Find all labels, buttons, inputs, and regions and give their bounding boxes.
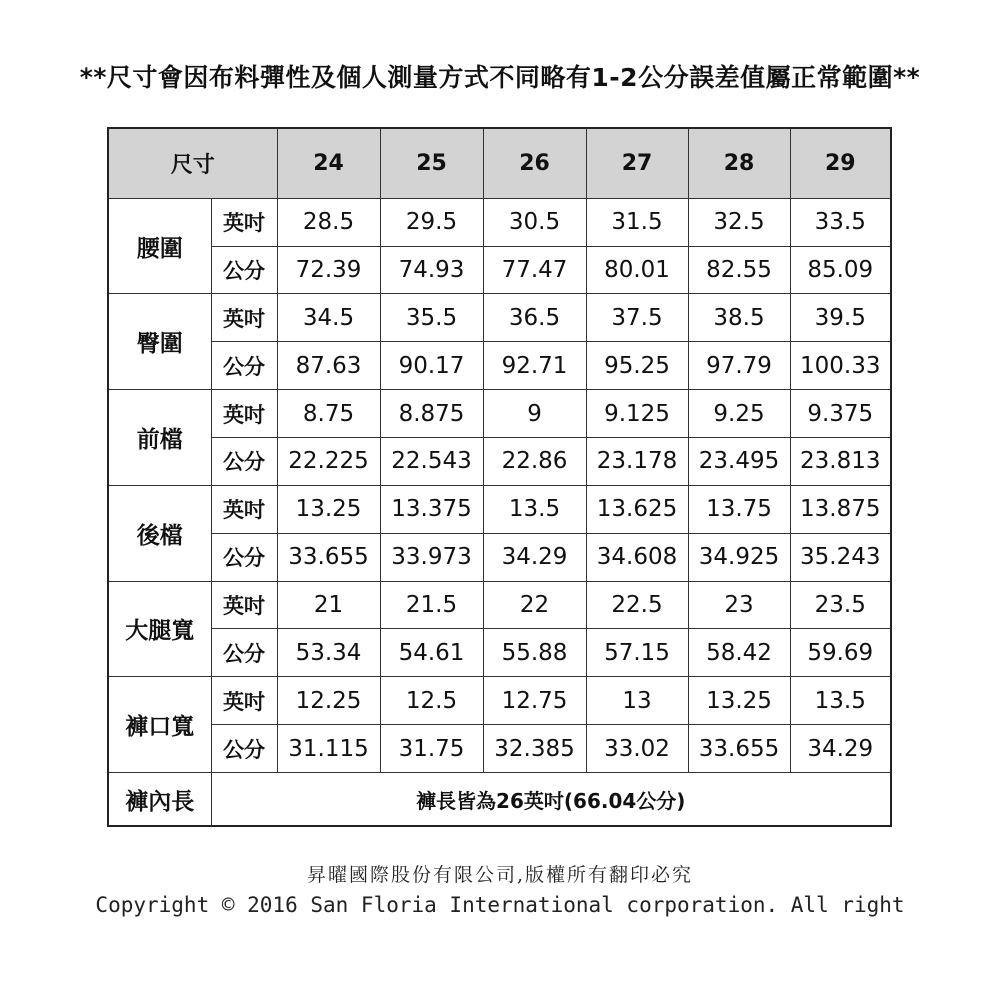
size-header-row bbox=[108, 128, 891, 198]
cm-value-cell: 80.01 bbox=[586, 246, 688, 294]
unit-inch-label: 英吋 bbox=[211, 581, 277, 629]
inch-value-cell: 37.5 bbox=[586, 294, 688, 342]
size-col-header: 28 bbox=[688, 128, 790, 198]
measure-row-inch bbox=[108, 390, 891, 438]
cm-value-cell: 92.71 bbox=[483, 342, 586, 390]
size-notice: **尺寸會因布料彈性及個人測量方式不同略有1-2公分誤差值屬正常範圍** bbox=[79, 63, 921, 92]
measure-row-cm bbox=[108, 246, 891, 294]
inch-value-cell: 8.75 bbox=[277, 390, 380, 438]
unit-cm-label: 公分 bbox=[211, 438, 277, 486]
copyright-line: Copyright © 2016 San Floria International corporation. All right bbox=[95, 893, 905, 917]
measure-row-inch bbox=[108, 581, 891, 629]
cm-value-cell: 57.15 bbox=[586, 629, 688, 677]
unit-cm-label: 公分 bbox=[211, 342, 277, 390]
measure-row-inch bbox=[108, 485, 891, 533]
cm-value-cell: 54.61 bbox=[380, 629, 483, 677]
measure-row-inch bbox=[108, 198, 891, 246]
cm-value-cell: 55.88 bbox=[483, 629, 586, 677]
inch-value-cell: 13.75 bbox=[688, 485, 790, 533]
measure-row-cm bbox=[108, 629, 891, 677]
inch-value-cell: 13.625 bbox=[586, 485, 688, 533]
cm-value-cell: 58.42 bbox=[688, 629, 790, 677]
cm-value-cell: 22.543 bbox=[380, 438, 483, 486]
size-col-header: 29 bbox=[790, 128, 891, 198]
cm-value-cell: 35.243 bbox=[790, 533, 891, 581]
cm-value-cell: 53.34 bbox=[277, 629, 380, 677]
cm-value-cell: 33.02 bbox=[586, 725, 688, 773]
cm-value-cell: 87.63 bbox=[277, 342, 380, 390]
size-col-header: 24 bbox=[277, 128, 380, 198]
inch-value-cell: 8.875 bbox=[380, 390, 483, 438]
inch-value-cell: 13.5 bbox=[790, 677, 891, 725]
inch-value-cell: 12.75 bbox=[483, 677, 586, 725]
cm-value-cell: 90.17 bbox=[380, 342, 483, 390]
inch-value-cell: 29.5 bbox=[380, 198, 483, 246]
measurement-label: 前檔 bbox=[108, 390, 211, 486]
cm-value-cell: 77.47 bbox=[483, 246, 586, 294]
unit-cm-label: 公分 bbox=[211, 246, 277, 294]
inch-value-cell: 32.5 bbox=[688, 198, 790, 246]
unit-inch-label: 英吋 bbox=[211, 294, 277, 342]
measure-row-cm bbox=[108, 342, 891, 390]
cm-value-cell: 82.55 bbox=[688, 246, 790, 294]
cm-value-cell: 23.813 bbox=[790, 438, 891, 486]
cm-value-cell: 32.385 bbox=[483, 725, 586, 773]
cm-value-cell: 22.225 bbox=[277, 438, 380, 486]
cm-value-cell: 72.39 bbox=[277, 246, 380, 294]
measure-row-cm bbox=[108, 725, 891, 773]
inch-value-cell: 22.5 bbox=[586, 581, 688, 629]
inch-value-cell: 33.5 bbox=[790, 198, 891, 246]
inch-value-cell: 9.25 bbox=[688, 390, 790, 438]
unit-inch-label: 英吋 bbox=[211, 198, 277, 246]
size-col-header: 27 bbox=[586, 128, 688, 198]
cm-value-cell: 34.608 bbox=[586, 533, 688, 581]
unit-inch-label: 英吋 bbox=[211, 677, 277, 725]
inch-value-cell: 28.5 bbox=[277, 198, 380, 246]
cm-value-cell: 31.115 bbox=[277, 725, 380, 773]
inch-value-cell: 13 bbox=[586, 677, 688, 725]
inch-value-cell: 30.5 bbox=[483, 198, 586, 246]
unit-inch-label: 英吋 bbox=[211, 485, 277, 533]
cm-value-cell: 33.973 bbox=[380, 533, 483, 581]
inseam-text: 褲長皆為26英吋(66.04公分) bbox=[211, 773, 891, 826]
cm-value-cell: 59.69 bbox=[790, 629, 891, 677]
measure-row-cm bbox=[108, 438, 891, 486]
cm-value-cell: 34.29 bbox=[483, 533, 586, 581]
inch-value-cell: 34.5 bbox=[277, 294, 380, 342]
unit-inch-label: 英吋 bbox=[211, 390, 277, 438]
rights-statement: 昇曜國際股份有限公司,版權所有翻印必究 bbox=[306, 864, 694, 886]
cm-value-cell: 74.93 bbox=[380, 246, 483, 294]
inch-value-cell: 31.5 bbox=[586, 198, 688, 246]
unit-cm-label: 公分 bbox=[211, 725, 277, 773]
measure-row-inch bbox=[108, 294, 891, 342]
cm-value-cell: 85.09 bbox=[790, 246, 891, 294]
measurement-label: 後檔 bbox=[108, 485, 211, 581]
cm-value-cell: 95.25 bbox=[586, 342, 688, 390]
cm-value-cell: 97.79 bbox=[688, 342, 790, 390]
inch-value-cell: 13.25 bbox=[688, 677, 790, 725]
cm-value-cell: 100.33 bbox=[790, 342, 891, 390]
inch-value-cell: 21.5 bbox=[380, 581, 483, 629]
cm-value-cell: 31.75 bbox=[380, 725, 483, 773]
inseam-row bbox=[108, 773, 891, 826]
measurement-rows bbox=[108, 198, 891, 772]
inch-value-cell: 36.5 bbox=[483, 294, 586, 342]
cm-value-cell: 23.495 bbox=[688, 438, 790, 486]
measurement-label: 腰圍 bbox=[108, 198, 211, 294]
inch-value-cell: 9 bbox=[483, 390, 586, 438]
size-col-header: 25 bbox=[380, 128, 483, 198]
inch-value-cell: 39.5 bbox=[790, 294, 891, 342]
measure-row-inch bbox=[108, 677, 891, 725]
measure-row-cm bbox=[108, 533, 891, 581]
inch-value-cell: 13.875 bbox=[790, 485, 891, 533]
unit-cm-label: 公分 bbox=[211, 629, 277, 677]
inch-value-cell: 23 bbox=[688, 581, 790, 629]
size-chart-table bbox=[107, 127, 892, 827]
size-header-label: 尺寸 bbox=[108, 128, 277, 198]
inch-value-cell: 12.5 bbox=[380, 677, 483, 725]
inch-value-cell: 13.375 bbox=[380, 485, 483, 533]
inch-value-cell: 22 bbox=[483, 581, 586, 629]
measurement-label: 臀圍 bbox=[108, 294, 211, 390]
cm-value-cell: 34.29 bbox=[790, 725, 891, 773]
cm-value-cell: 33.655 bbox=[688, 725, 790, 773]
inch-value-cell: 9.125 bbox=[586, 390, 688, 438]
measurement-label: 褲口寬 bbox=[108, 677, 211, 773]
cm-value-cell: 34.925 bbox=[688, 533, 790, 581]
cm-value-cell: 33.655 bbox=[277, 533, 380, 581]
inch-value-cell: 35.5 bbox=[380, 294, 483, 342]
measurement-label: 大腿寬 bbox=[108, 581, 211, 677]
size-col-header: 26 bbox=[483, 128, 586, 198]
inch-value-cell: 12.25 bbox=[277, 677, 380, 725]
inch-value-cell: 23.5 bbox=[790, 581, 891, 629]
inch-value-cell: 38.5 bbox=[688, 294, 790, 342]
unit-cm-label: 公分 bbox=[211, 533, 277, 581]
inch-value-cell: 13.25 bbox=[277, 485, 380, 533]
cm-value-cell: 22.86 bbox=[483, 438, 586, 486]
inch-value-cell: 13.5 bbox=[483, 485, 586, 533]
inch-value-cell: 9.375 bbox=[790, 390, 891, 438]
cm-value-cell: 23.178 bbox=[586, 438, 688, 486]
inseam-label: 褲內長 bbox=[108, 773, 211, 826]
inch-value-cell: 21 bbox=[277, 581, 380, 629]
